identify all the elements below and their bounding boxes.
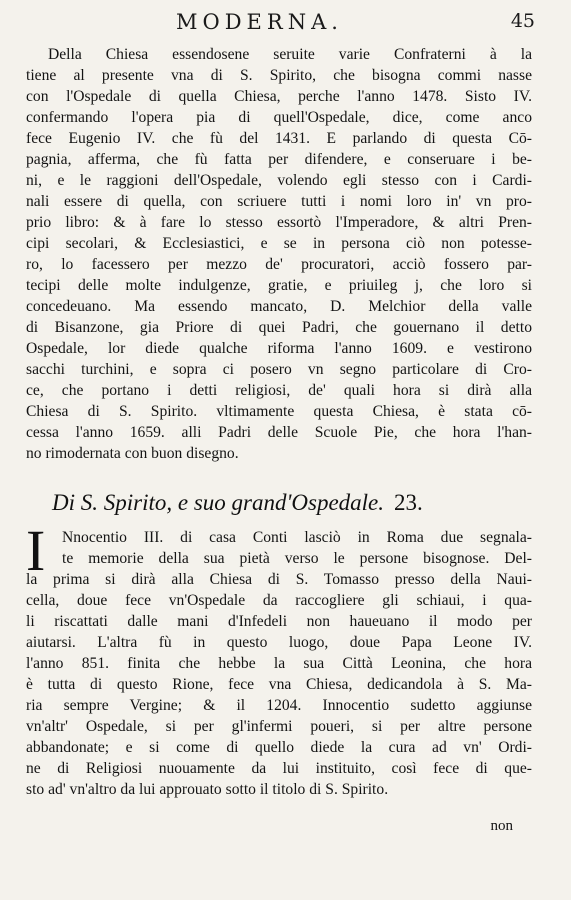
text-line: ro, lo facessero per mezzo de' procuratori, acciò fossero par-	[26, 256, 532, 273]
section-heading	[52, 490, 512, 516]
drop-cap: I	[26, 518, 46, 583]
section-number: 23.	[394, 490, 423, 515]
text-line: Della Chiesa essendosene seruite varie Confraterni à la	[48, 46, 532, 63]
page-header	[0, 10, 571, 44]
text-line: te memorie della sua pietà verso le persone bisognose. Del-	[62, 550, 532, 567]
section-title: Di S. Spirito, e suo grand'Ospedale.	[52, 490, 385, 515]
text-line: cipi secolari, & Ecclesiastici, e se in persona ciò non potesse-	[26, 235, 532, 252]
text-line: ria sempre Vergine; & il 1204. Innocentio sudetto aggiunse	[26, 697, 532, 714]
text-line: ni, e le raggioni dell'Ospedale, volendo egli stesso con i Cardi-	[26, 172, 532, 189]
text-line: abbandonate; e si come di quello diede la cura ad vn' Ordi-	[26, 739, 532, 756]
text-line: con l'Ospedale di quella Chiesa, perche l'anno 1478. Sisto IV.	[26, 88, 532, 105]
text-line: vn'altr' Ospedale, si per gl'infermi poueri, si per altre persone	[26, 718, 532, 735]
page-number: 45	[510, 10, 535, 32]
text-line: ne di Religiosi nuouamente da lui instituito, così fece di que-	[26, 760, 532, 777]
text-line: l'anno 851. finita che hebbe la sua Città Leonina, che hora	[26, 655, 532, 672]
text-line: tiene al presente vna di S. Spirito, che bisogna commi nasse	[26, 67, 532, 84]
running-head: MODERNA.	[176, 10, 343, 34]
text-line: aiutarsi. L'altra fù in questo luogo, doue Papa Leone IV.	[26, 634, 532, 651]
text-line: sacchi turchini, e sopra ci posero vn segno particolare di Cro-	[26, 361, 532, 378]
text-line: concedeuano. Ma essendo mancato, D. Melchior della valle	[26, 298, 532, 315]
text-line: fece Eugenio IV. che fù del 1431. E parlando di questa Cō-	[26, 130, 532, 147]
paragraph-chiesa	[26, 44, 532, 464]
text-line: sto ad' vn'altro da lui approuato sotto il titolo di S. Spirito.	[26, 781, 389, 798]
text-line: cella, doue fece vn'Ospedale da raccogliere gli schiaui, i qua-	[26, 592, 532, 609]
text-line: Chiesa di S. Spirito. vltimamente questa Chiesa, è stata cō-	[26, 403, 532, 420]
text-line: di Bisanzone, gia Priore di quei Padri, che gouernano il detto	[26, 319, 532, 336]
text-line: pagnia, afferma, che fù fatta per difendere, e conseruare i be-	[26, 151, 532, 168]
text-line: Ospedale, lor diede qualche riforma l'anno 1609. e vestirono	[26, 340, 532, 357]
paragraph-spirito	[26, 518, 532, 800]
text-line: la prima si dirà alla Chiesa di S. Tomasso presso della Naui-	[26, 571, 532, 588]
text-line: li riscattati dalle mani d'Infedeli non haueuano il modo per	[26, 613, 532, 630]
text-line: è tutta di questo Rione, fece vna Chiesa, dedicandola à S. Ma-	[26, 676, 532, 693]
text-line: ce, che portano i detti religiosi, de' quali hora si dirà alla	[26, 382, 532, 399]
text-line: cessa l'anno 1659. alli Padri delle Scuole Pie, che hora l'han-	[26, 424, 532, 441]
text-line: nali essere di quella, con scriuere tutti i nomi loro in' vn pro-	[26, 193, 532, 210]
text-line: Nnocentio III. di casa Conti lasciò in Roma due segnala-	[62, 529, 532, 546]
text-line: tecipi delle molte indulgenze, gratie, e priuileg j, che loro si	[26, 277, 532, 294]
text-line: confermando l'opera pia di quell'Ospedale, dice, come anco	[26, 109, 532, 126]
catchword: non	[490, 818, 513, 834]
text-line: prio libro: & à fare lo stesso essortò l'Imperadore, & altri Pren-	[26, 214, 532, 231]
text-line: no rimodernata con buon disegno.	[26, 445, 239, 462]
